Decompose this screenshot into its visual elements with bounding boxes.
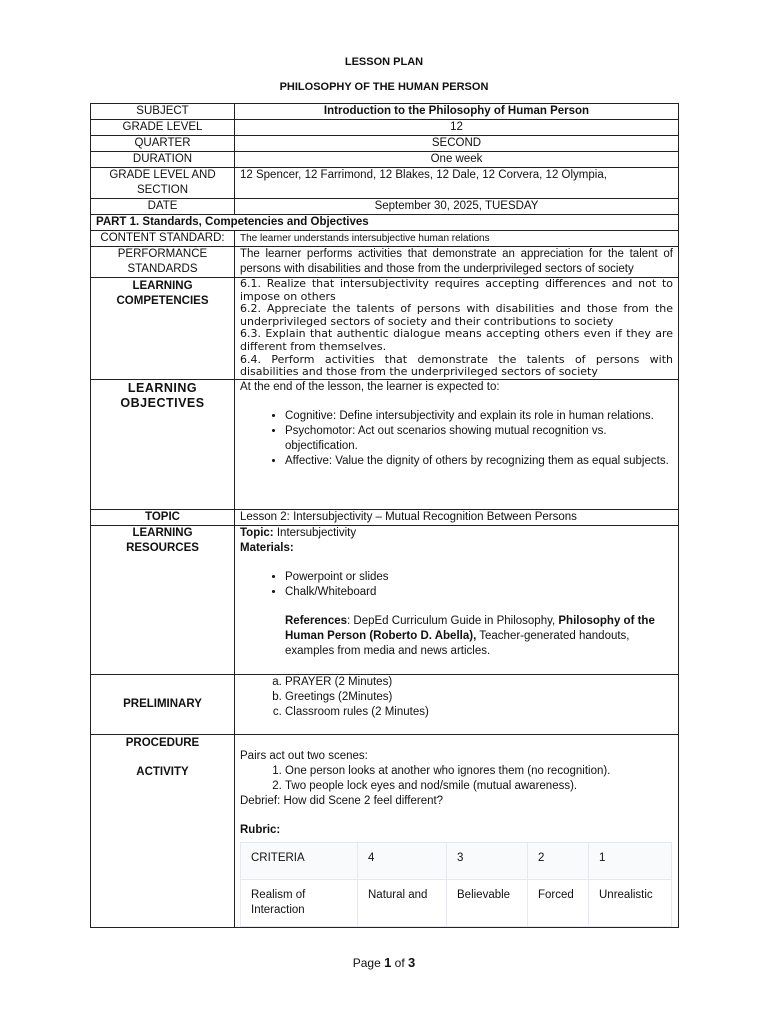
references xyxy=(240,614,673,659)
material-item: • Chalk/Whiteboard xyxy=(285,585,673,600)
procedure-label-cell xyxy=(91,734,235,927)
rubric-cell: Forced xyxy=(528,879,589,926)
preliminary-item: b. Greetings (2Minutes) xyxy=(285,690,673,705)
quarter-value: SECOND xyxy=(235,136,679,152)
rubric-label: Rubric: xyxy=(240,823,281,836)
date-value: September 30, 2025, TUESDAY xyxy=(235,199,679,215)
references-text: : DepEd Curriculum Guide in Philosophy, xyxy=(347,614,559,627)
references-book: Philosophy of the Human Person (Roberto D. Abella), xyxy=(285,614,655,642)
subject-value: Introduction to the Philosophy of Human Person xyxy=(235,104,679,120)
grade-level-value: 12 xyxy=(235,120,679,136)
quarter-label: QUARTER xyxy=(91,136,235,152)
performance-standards-label: PERFORMANCE STANDARDS xyxy=(91,247,235,278)
rubric-header-cell: 1 xyxy=(589,842,672,879)
subject-label: SUBJECT xyxy=(91,104,235,120)
activity-label: ACTIVITY xyxy=(136,765,189,778)
learning-objectives-label: LEARNING OBJECTIVES xyxy=(91,379,235,509)
competency-item: 6.3. Explain that authentic dialogue means accepting others even if they are different from themselves. xyxy=(240,327,673,353)
document-subtitle: PHILOSOPHY OF THE HUMAN PERSON xyxy=(279,81,489,93)
learning-resources-label: LEARNING RESOURCES xyxy=(91,525,235,674)
content-standard-value: The learner understands intersubjective human relations xyxy=(235,231,679,247)
references-label: References xyxy=(285,614,348,627)
learning-objectives-cell xyxy=(235,379,679,509)
material-item: • Powerpoint or slides xyxy=(285,570,673,585)
competency-item: 6.4. Perform activities that demonstrate the talents of persons with disabilities and those from the underprivileged sectors of society xyxy=(240,352,673,379)
document-title: LESSON PLAN xyxy=(344,56,424,68)
rubric-cell: Natural and xyxy=(358,879,447,926)
learning-competencies-label: LEARNING COMPETENCIES xyxy=(91,278,235,380)
part1-heading: PART 1. Standards, Competencies and Objectives xyxy=(91,215,679,231)
objective-item: • Cognitive: Define intersubjectivity and explain its role in human relations. xyxy=(285,409,673,424)
date-label: DATE xyxy=(91,199,235,215)
page-word: Page xyxy=(352,956,381,970)
topic-label: TOPIC xyxy=(91,509,235,525)
preliminary-label: PRELIMINARY xyxy=(91,674,235,734)
debrief: Debrief: How did Scene 2 feel different? xyxy=(240,794,444,807)
rubric-cell: Unrealistic xyxy=(589,879,672,926)
rubric-table xyxy=(240,842,672,927)
learning-resources-cell xyxy=(235,525,679,674)
rubric-header-row xyxy=(241,842,672,879)
content-standard-label: CONTENT STANDARD: xyxy=(91,231,235,247)
grade-level-label: GRADE LEVEL xyxy=(91,120,235,136)
topic-value: Lesson 2: Intersubjectivity – Mutual Recognition Between Persons xyxy=(235,509,679,525)
page-total: 3 xyxy=(408,955,416,970)
rubric-header-cell: 4 xyxy=(358,842,447,879)
rubric-cell: Realism of Interaction xyxy=(241,879,358,926)
rubric-header-cell: 2 xyxy=(528,842,589,879)
activity-step: 2. Two people lock eyes and nod/smile (mutual awareness). xyxy=(285,779,673,794)
procedure-label: PROCEDURE xyxy=(125,736,200,749)
duration-label: DURATION xyxy=(91,152,235,168)
lesson-plan-table xyxy=(90,103,679,928)
objective-item: • Affective: Value the dignity of others by recognizing them as equal subjects. xyxy=(285,454,673,469)
preliminary-item: c. Classroom rules (2 Minutes) xyxy=(285,705,673,720)
rubric-cell: Believable xyxy=(447,879,528,926)
preliminary-item: a. PRAYER (2 Minutes) xyxy=(285,675,673,690)
duration-value: One week xyxy=(235,152,679,168)
rubric-row xyxy=(241,879,672,926)
rubric-header-cell: 3 xyxy=(447,842,528,879)
resources-topic-value: Intersubjectivity xyxy=(276,526,357,539)
resources-topic-label: Topic: xyxy=(240,526,274,539)
performance-standards-value: The learner performs activities that demonstrate an appreciation for the talent of persons with disabilities and those from the underprivileged sectors of society xyxy=(235,247,679,278)
section-label: GRADE LEVEL AND SECTION xyxy=(91,168,235,199)
activity-step: 1. One person looks at another who ignores them (no recognition). xyxy=(285,764,673,779)
page-number: 1 xyxy=(384,955,392,970)
materials-label: Materials: xyxy=(240,541,294,554)
activity-intro: Pairs act out two scenes: xyxy=(240,749,368,762)
of-word: of xyxy=(394,956,405,970)
page-footer xyxy=(0,955,768,970)
competency-item: 6.2. Appreciate the talents of persons with disabilities and those from the underprivileged sectors of society and their contributions to society xyxy=(240,302,673,328)
objectives-intro: At the end of the lesson, the learner is expected to: xyxy=(240,380,500,393)
rubric-header-cell: CRITERIA xyxy=(241,842,358,879)
objective-item: • Psychomotor: Act out scenarios showing mutual recognition vs. objectification. xyxy=(285,424,673,454)
competency-item: 6.1. Realize that intersubjectivity requires accepting differences and not to impose on others xyxy=(240,277,673,303)
learning-competencies-list xyxy=(235,278,679,380)
references-text-rest: Teacher-generated handouts, examples from media and news articles. xyxy=(285,629,630,657)
preliminary-cell xyxy=(235,674,679,734)
section-value: 12 Spencer, 12 Farrimond, 12 Blakes, 12 Dale, 12 Corvera, 12 Olympia, xyxy=(235,168,679,199)
procedure-cell xyxy=(235,734,679,927)
